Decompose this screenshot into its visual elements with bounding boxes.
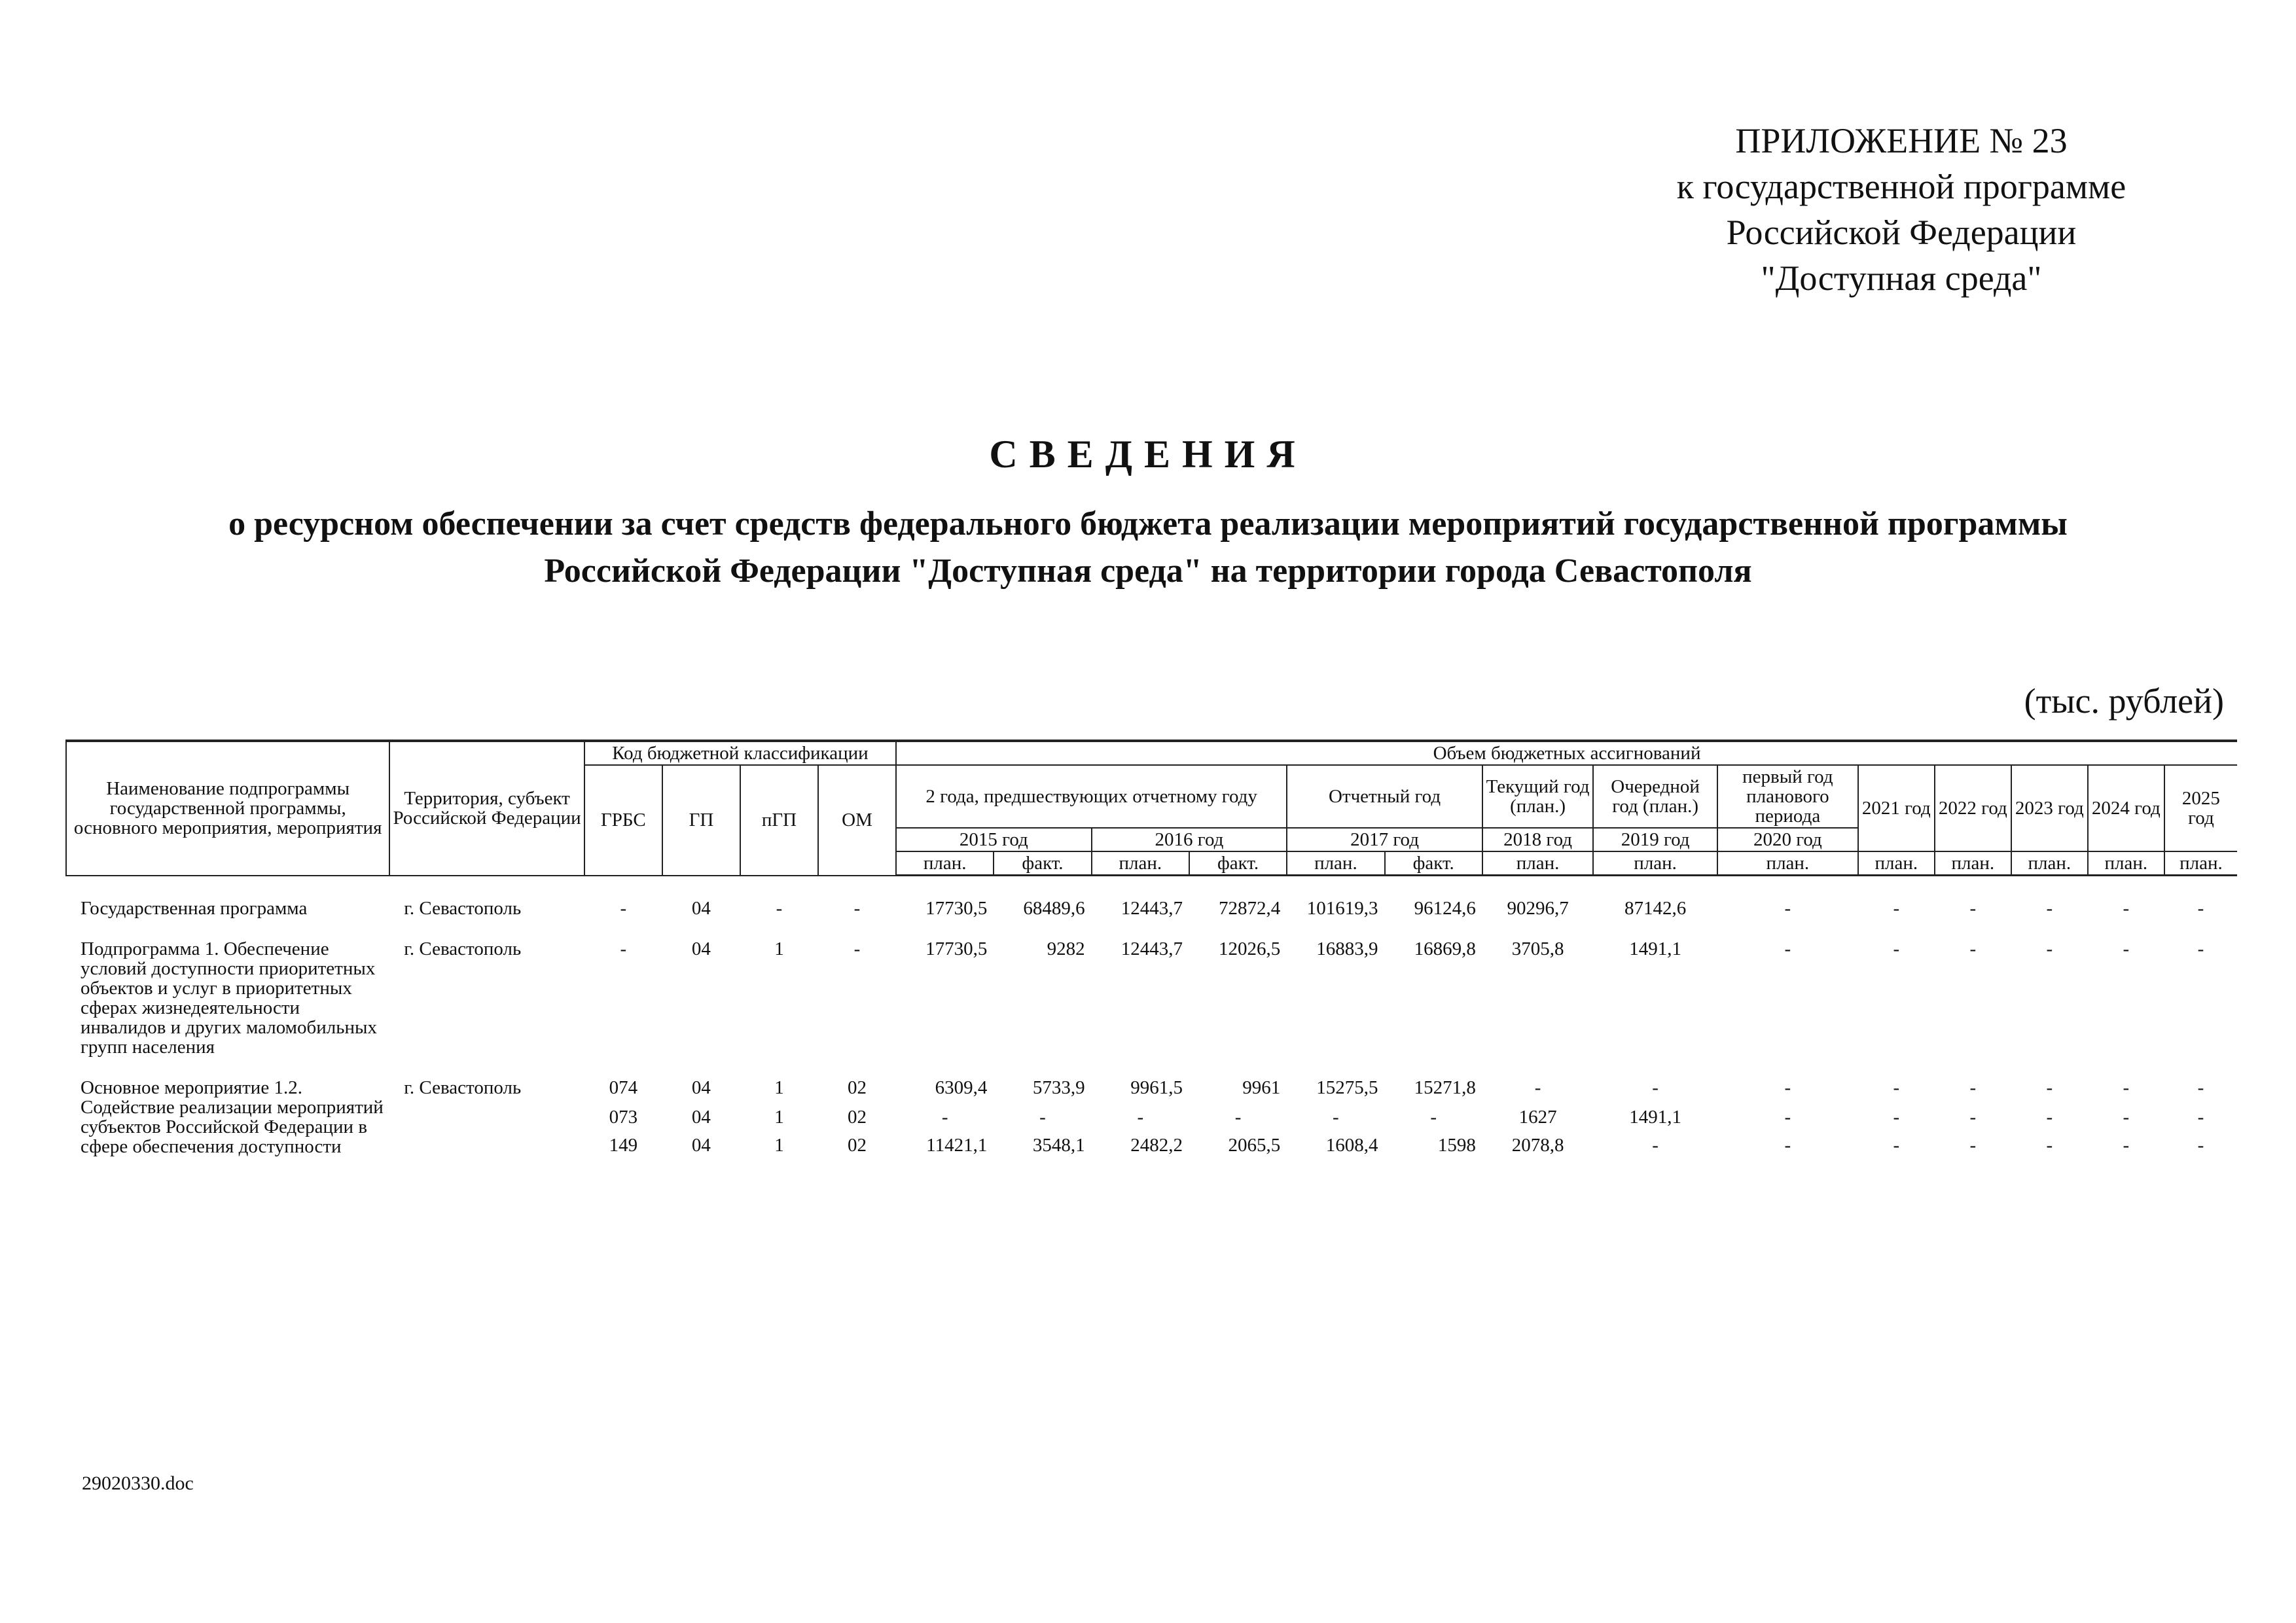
- cell-2017-fact: 15271,8: [1414, 1077, 1476, 1098]
- cell-2022-plan: -: [1969, 1077, 1977, 1098]
- cell-2016-plan: 9961,5: [1130, 1077, 1183, 1098]
- cell-om: 02: [848, 1135, 867, 1156]
- header-plan: план.: [1593, 851, 1717, 876]
- cell-2021-plan: -: [1893, 1077, 1900, 1098]
- header-territory: Территория, субъект Российской Федерации: [389, 741, 584, 876]
- cell-2016-plan: 12443,7: [1121, 938, 1183, 959]
- cell-2015-plan: 17730,5: [925, 938, 988, 959]
- cell-grbs: 073: [609, 1106, 638, 1128]
- cell-2016-fact: 12026,5: [1218, 938, 1281, 959]
- budget-table: [65, 741, 2237, 1160]
- cell-2017-plan: 15275,5: [1316, 1077, 1378, 1098]
- table-row: [66, 1061, 2237, 1103]
- header-gp: ГП: [662, 765, 740, 876]
- row-territory: г. Севастополь: [404, 938, 522, 959]
- header-year-2019: 2019 год: [1593, 828, 1717, 851]
- header-year-2018: 2018 год: [1482, 828, 1593, 851]
- cell-2018-plan: 2078,8: [1511, 1135, 1564, 1156]
- cell-om: -: [853, 938, 861, 959]
- cell-2025-plan: -: [2197, 898, 2204, 919]
- header-plan: план.: [2164, 851, 2237, 876]
- header-year-2020: 2020 год: [1717, 828, 1858, 851]
- cell-2024-plan: -: [2123, 898, 2130, 919]
- cell-2020-plan: -: [1784, 1077, 1791, 1098]
- appendix-line-3: Российской Федерации: [1726, 213, 2077, 252]
- cell-2018-plan: 1627: [1518, 1106, 1557, 1128]
- cell-2023-plan: -: [2046, 1077, 2053, 1098]
- cell-2017-fact: 1598: [1437, 1135, 1476, 1156]
- cell-2017-plan: 16883,9: [1316, 938, 1378, 959]
- cell-2022-plan: -: [1969, 938, 1977, 959]
- header-plan: план.: [1858, 851, 1935, 876]
- header-code-group: Код бюджетной классификации: [584, 741, 896, 765]
- cell-2016-plan: -: [1137, 1106, 1144, 1128]
- cell-2017-plan: 101619,3: [1306, 898, 1378, 919]
- cell-2024-plan: -: [2123, 1106, 2130, 1128]
- footer-filename: 29020330.doc: [82, 1472, 194, 1494]
- cell-2019-plan: -: [1652, 1077, 1659, 1098]
- cell-2021-plan: -: [1893, 1106, 1900, 1128]
- table-row: [66, 876, 2237, 923]
- header-2024: 2024 год: [2088, 765, 2164, 851]
- cell-2025-plan: -: [2197, 1135, 2204, 1156]
- cell-2021-plan: -: [1893, 938, 1900, 959]
- row-name: Подпрограмма 1. Обеспечение условий доступности приоритетных объектов и услуг в приоритетных сферах жизнедеятельности инвалидов и других маломобильных групп населения: [81, 938, 377, 1058]
- cell-grbs: -: [620, 897, 627, 919]
- cell-2017-fact: 16869,8: [1414, 938, 1476, 959]
- cell-gp: 04: [691, 1077, 711, 1098]
- cell-2022-plan: -: [1969, 898, 1977, 919]
- cell-2015-plan: 11421,1: [926, 1135, 988, 1156]
- cell-2021-plan: -: [1893, 1135, 1900, 1156]
- header-plan: план.: [1287, 851, 1384, 876]
- header-fact: факт.: [994, 851, 1091, 876]
- cell-2017-plan: 1608,4: [1325, 1135, 1378, 1156]
- cell-2016-plan: 2482,2: [1130, 1135, 1183, 1156]
- cell-2017-fact: 96124,6: [1414, 898, 1476, 919]
- cell-2020-plan: -: [1784, 1106, 1791, 1128]
- cell-om: 02: [848, 1077, 867, 1098]
- cell-gp: 04: [691, 1106, 711, 1128]
- subtitle-line-2: Российской Федерации "Доступная среда" на территории города Севастополя: [544, 552, 1752, 590]
- header-report-year: Отчетный год: [1287, 765, 1482, 828]
- header-plan: план.: [896, 851, 994, 876]
- cell-om: 02: [848, 1106, 867, 1128]
- header-plan: план.: [2088, 851, 2164, 876]
- header-2023: 2023 год: [2011, 765, 2088, 851]
- header-next-year: Очередной год (план.): [1593, 765, 1717, 828]
- cell-2023-plan: -: [2046, 938, 2053, 959]
- cell-2024-plan: -: [2123, 1077, 2130, 1098]
- row-territory: г. Севастополь: [404, 1077, 522, 1098]
- header-2025: 2025 год: [2164, 765, 2237, 851]
- cell-2017-fact: -: [1430, 1106, 1437, 1128]
- header-volume-group: Объем бюджетных ассигнований: [896, 741, 2237, 765]
- cell-2024-plan: -: [2123, 1135, 2130, 1156]
- cell-2015-fact: 5733,9: [1032, 1077, 1085, 1098]
- header-2022: 2022 год: [1935, 765, 2011, 851]
- cell-2022-plan: -: [1969, 1135, 1977, 1156]
- cell-2017-plan: -: [1333, 1106, 1339, 1128]
- header-om: ОМ: [818, 765, 896, 876]
- header-year-2016: 2016 год: [1092, 828, 1287, 851]
- cell-2018-plan: 90296,7: [1507, 898, 1569, 919]
- header-prev-two-years: 2 года, предшествующих отчетному году: [896, 765, 1287, 828]
- header-first-plan-year: первый год планового периода: [1717, 765, 1858, 828]
- cell-pgp: 1: [774, 1135, 784, 1156]
- header-plan: план.: [1935, 851, 2011, 876]
- cell-2021-plan: -: [1893, 898, 1900, 919]
- cell-pgp: -: [776, 897, 783, 919]
- cell-pgp: 1: [774, 938, 784, 959]
- cell-2015-plan: -: [941, 1106, 948, 1128]
- cell-2019-plan: 1491,1: [1629, 938, 1681, 959]
- cell-2025-plan: -: [2197, 1077, 2204, 1098]
- cell-2019-plan: -: [1652, 1135, 1659, 1156]
- cell-2015-plan: 17730,5: [925, 898, 988, 919]
- row-name: Государственная программа: [81, 897, 308, 919]
- cell-2018-plan: -: [1534, 1077, 1541, 1098]
- cell-2016-fact: 72872,4: [1218, 898, 1281, 919]
- cell-2025-plan: -: [2197, 938, 2204, 959]
- cell-2020-plan: -: [1784, 1135, 1791, 1156]
- header-grbs: ГРБС: [584, 765, 662, 876]
- appendix-block: [1558, 118, 2245, 301]
- cell-gp: 04: [691, 897, 711, 919]
- cell-2015-fact: -: [1039, 1106, 1046, 1128]
- header-year-2015: 2015 год: [896, 828, 1092, 851]
- cell-2015-plan: 6309,4: [935, 1077, 988, 1098]
- cell-2022-plan: -: [1969, 1106, 1977, 1128]
- cell-gp: 04: [691, 938, 711, 959]
- header-plan: план.: [1092, 851, 1189, 876]
- header-fact: факт.: [1189, 851, 1287, 876]
- header-plan: план.: [2011, 851, 2088, 876]
- cell-2023-plan: -: [2046, 1135, 2053, 1156]
- header-name: Наименование подпрограммы государственной программы, основного мероприятия, мероприятия: [66, 741, 389, 876]
- appendix-line-2: к государственной программе: [1676, 167, 2126, 206]
- cell-2016-plan: 12443,7: [1121, 898, 1183, 919]
- header-year-2017: 2017 год: [1287, 828, 1482, 851]
- cell-2016-fact: -: [1234, 1106, 1242, 1128]
- cell-2020-plan: -: [1784, 938, 1791, 959]
- row-name: Основное мероприятие 1.2. Содействие реализации мероприятий субъектов Российской Федерации в сфере обеспечения доступности: [81, 1077, 384, 1157]
- header-current-year: Текущий год (план.): [1482, 765, 1593, 828]
- cell-2020-plan: -: [1784, 898, 1791, 919]
- cell-2018-plan: 3705,8: [1511, 938, 1564, 959]
- cell-gp: 04: [691, 1135, 711, 1156]
- cell-pgp: 1: [774, 1077, 784, 1098]
- appendix-number: ПРИЛОЖЕНИЕ № 23: [1735, 121, 2068, 160]
- cell-pgp: 1: [774, 1106, 784, 1128]
- unit-label: (тыс. рублей): [2024, 681, 2224, 721]
- cell-2015-fact: 9282: [1047, 938, 1085, 959]
- cell-grbs: 149: [609, 1135, 638, 1156]
- header-fact: факт.: [1385, 851, 1482, 876]
- cell-2016-fact: 2065,5: [1228, 1135, 1281, 1156]
- table-row: [66, 922, 2237, 1061]
- document-subtitle: [65, 501, 2231, 595]
- header-plan: план.: [1717, 851, 1858, 876]
- header-2021: 2021 год: [1858, 765, 1935, 851]
- cell-om: -: [853, 897, 861, 919]
- cell-2025-plan: -: [2197, 1106, 2204, 1128]
- cell-grbs: -: [620, 938, 627, 959]
- cell-2019-plan: 1491,1: [1629, 1106, 1681, 1128]
- header-plan: план.: [1482, 851, 1593, 876]
- document-title: СВЕДЕНИЯ: [989, 433, 1307, 476]
- header-pgp: пГП: [740, 765, 818, 876]
- cell-2015-fact: 68489,6: [1023, 898, 1085, 919]
- cell-grbs: 074: [609, 1077, 638, 1098]
- cell-2015-fact: 3548,1: [1032, 1135, 1085, 1156]
- cell-2023-plan: -: [2046, 898, 2053, 919]
- cell-2024-plan: -: [2123, 938, 2130, 959]
- appendix-line-4: "Доступная среда": [1761, 259, 2042, 298]
- cell-2023-plan: -: [2046, 1106, 2053, 1128]
- cell-2016-fact: 9961: [1242, 1077, 1281, 1098]
- row-territory: г. Севастополь: [404, 897, 522, 919]
- cell-2019-plan: 87142,6: [1624, 898, 1687, 919]
- subtitle-line-1: о ресурсном обеспечении за счет средств федерального бюджета реализации мероприятий государственной программы: [228, 505, 2068, 543]
